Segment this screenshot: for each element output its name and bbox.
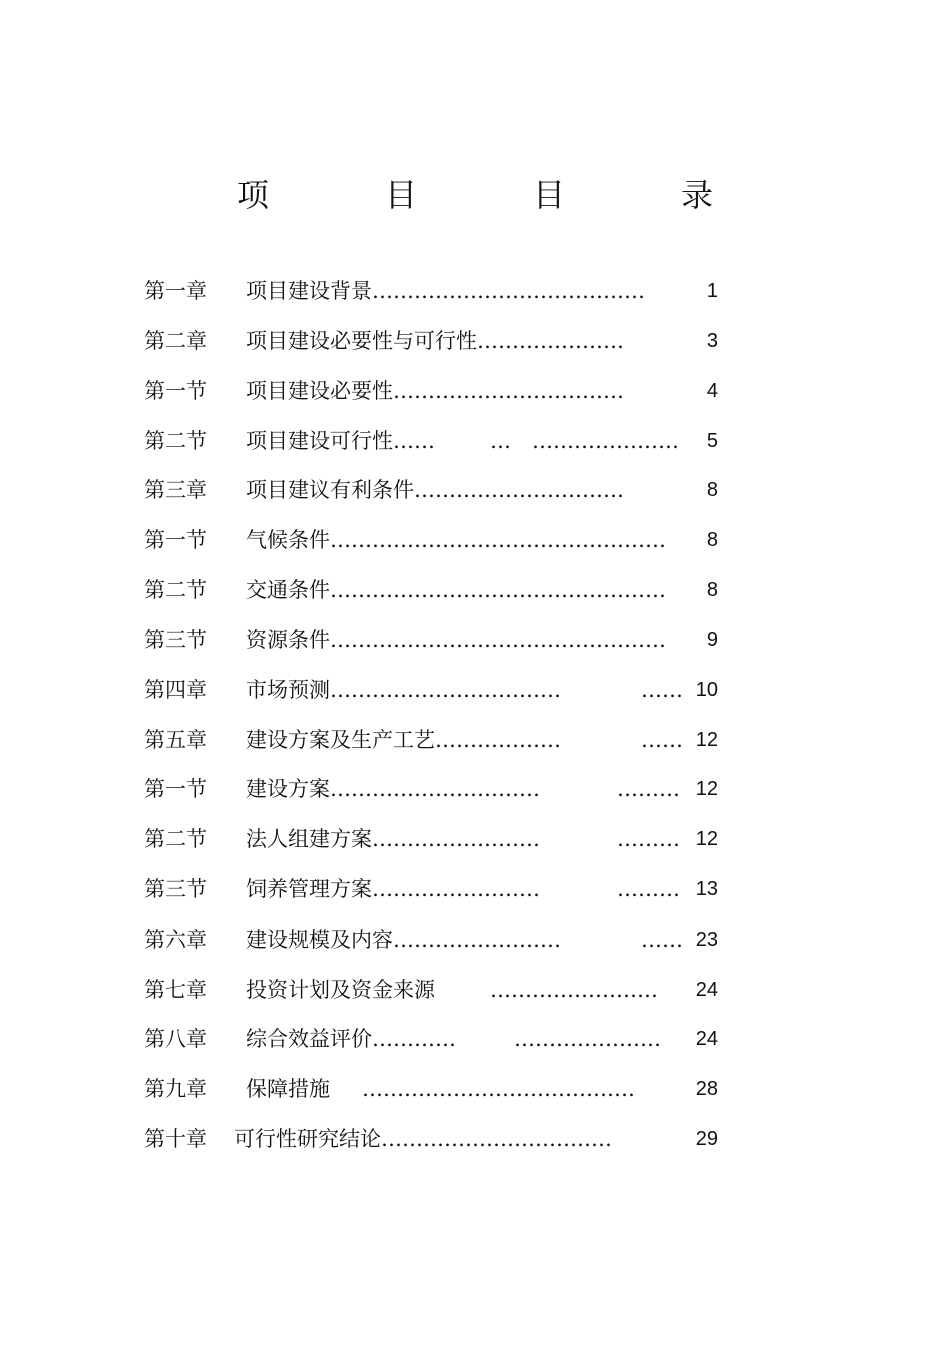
- toc-page-number: 24: [695, 979, 718, 1001]
- toc-leader: ……………………: [490, 978, 658, 1002]
- toc-entry-text: 可行性研究结论……………………………: [234, 1127, 612, 1151]
- toc-leader: ………: [617, 827, 680, 851]
- toc-label: 第一节: [144, 777, 207, 801]
- toc-leader: ………: [617, 877, 680, 901]
- toc-row[interactable]: [144, 326, 724, 356]
- toc-leader: ……: [641, 928, 683, 952]
- toc-row[interactable]: [144, 774, 724, 804]
- toc-label: 第七章: [144, 978, 207, 1002]
- toc-entry-text: 投资计划及资金来源: [246, 978, 435, 1002]
- toc-label: 第九章: [144, 1077, 207, 1101]
- toc-entry-text: 法人组建方案……………………: [246, 827, 540, 851]
- toc-entry-text: 项目建设必要性……………………………: [246, 379, 624, 403]
- toc-row[interactable]: [144, 475, 724, 505]
- toc-row[interactable]: [144, 925, 724, 955]
- toc-entry-text: 项目建设背景…………………………………: [246, 279, 645, 303]
- toc-label: 第三章: [144, 478, 207, 502]
- toc-page-number: 1: [706, 280, 718, 302]
- toc-page-number: 12: [695, 778, 718, 800]
- toc-label: 第二节: [144, 429, 207, 453]
- toc-leader: ……: [641, 728, 683, 752]
- toc-page-number: 4: [706, 380, 718, 402]
- toc-row[interactable]: [144, 1024, 724, 1054]
- toc-label: 第十章: [144, 1127, 207, 1151]
- toc-row[interactable]: [144, 276, 724, 306]
- toc-row[interactable]: [144, 975, 724, 1005]
- toc-leader: …………………: [514, 1027, 661, 1051]
- toc-page-number: 13: [695, 878, 718, 900]
- toc-label: 第二节: [144, 578, 207, 602]
- toc-entry-text: 市场预测……………………………: [246, 678, 561, 702]
- toc-page-number: 28: [695, 1078, 718, 1100]
- toc-entry-text: 项目建设可行性……: [246, 429, 435, 453]
- toc-label: 第一节: [144, 528, 207, 552]
- toc-entry-text: 项目建设必要性与可行性…………………: [246, 329, 624, 353]
- toc-page-number: 29: [695, 1128, 718, 1150]
- toc-label: 第二节: [144, 827, 207, 851]
- toc-row[interactable]: [144, 426, 724, 456]
- toc-entry-text: 交通条件…………………………………………: [246, 578, 666, 602]
- toc-page-number: 8: [706, 529, 718, 551]
- toc-leader: ……: [641, 678, 683, 702]
- toc-label: 第一章: [144, 279, 207, 303]
- toc-label: 第一节: [144, 379, 207, 403]
- toc-page-number: 8: [706, 479, 718, 501]
- toc-label: 第三节: [144, 877, 207, 901]
- toc-row[interactable]: [144, 824, 724, 854]
- toc-label: 第五章: [144, 728, 207, 752]
- toc-label: 第二章: [144, 329, 207, 353]
- toc-entry-text: 综合效益评价…………: [246, 1027, 456, 1051]
- toc-row[interactable]: [144, 1074, 724, 1104]
- toc-page-number: 9: [706, 629, 718, 651]
- toc-entry-text: 建设方案…………………………: [246, 777, 540, 801]
- toc-page-number: 24: [695, 1028, 718, 1050]
- toc-entry-text: 建设方案及生产工艺………………: [246, 728, 561, 752]
- toc-row[interactable]: [144, 725, 724, 755]
- toc-label: 第三节: [144, 628, 207, 652]
- toc-row[interactable]: [144, 675, 724, 705]
- toc-row[interactable]: [144, 625, 724, 655]
- page-title: 项 目 目 录: [236, 176, 755, 214]
- toc-leader: … …………………: [490, 429, 679, 453]
- toc-label: 第四章: [144, 678, 207, 702]
- toc-row[interactable]: [144, 874, 724, 904]
- toc-page-number: 23: [695, 929, 718, 951]
- toc-entry-text: 建设规模及内容……………………: [246, 928, 561, 952]
- toc-page-number: 5: [706, 430, 718, 452]
- toc-leader: …………………………………: [362, 1077, 635, 1101]
- toc-leader: ………: [617, 777, 680, 801]
- toc-page-number: 3: [706, 330, 718, 352]
- toc-row[interactable]: [144, 376, 724, 406]
- toc-entry-text: 饲养管理方案……………………: [246, 877, 540, 901]
- toc-page-number: 10: [695, 679, 718, 701]
- toc-label: 第六章: [144, 928, 207, 952]
- toc-page-number: 12: [695, 828, 718, 850]
- toc-row[interactable]: [144, 1124, 724, 1154]
- toc-page-number: 8: [706, 579, 718, 601]
- toc-entry-text: 资源条件…………………………………………: [246, 628, 666, 652]
- toc-row[interactable]: [144, 575, 724, 605]
- toc-page-number: 12: [695, 729, 718, 751]
- toc-label: 第八章: [144, 1027, 207, 1051]
- toc-entry-text: 气候条件…………………………………………: [246, 528, 666, 552]
- toc-row[interactable]: [144, 525, 724, 555]
- toc-entry-text: 项目建议有利条件…………………………: [246, 478, 624, 502]
- toc-entry-text: 保障措施: [246, 1077, 330, 1101]
